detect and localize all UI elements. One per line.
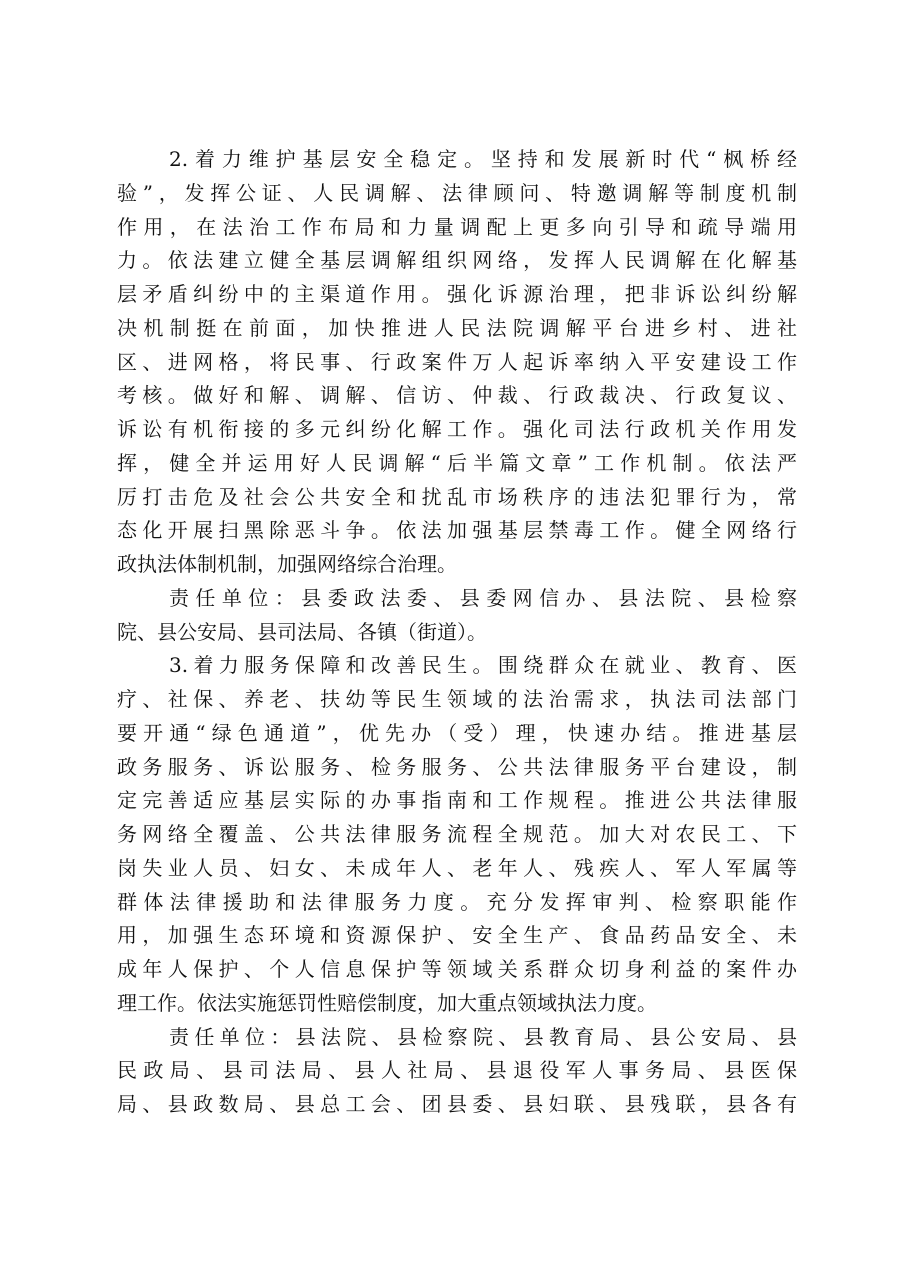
text-line: 理工作。依法实施惩罚性赔偿制度，加大重点领域执法力度。 [117,990,657,1015]
document-body [117,143,797,1122]
text-line: 局、县政数局、县总工会、团县委、县妇联、县残联，县各有 [117,1092,797,1116]
text-line: 考核。做好和解、调解、信访、仲裁、行政裁决、行政复议、 [117,383,797,408]
text-line: 责任单位：县委政法委、县委网信办、县法院、县检察 [169,585,797,610]
text-line: 决机制挺在前面，加快推进人民法院调解平台进乡村、进社 [117,315,797,340]
text-line: 3.着力服务保障和改善民生。围绕群众在就业、教育、医 [169,653,797,678]
text-line: 成年人保护、个人信息保护等领域关系群众切身利益的案件办 [117,957,797,981]
text-line: 力。依法建立健全基层调解组织网络，发挥人民调解在化解基 [117,248,797,273]
text-line: 厉打击危及社会公共安全和扰乱市场秩序的违法犯罪行为，常 [117,484,797,509]
text-line: 民政局、县司法局、县人社局、县退役军人事务局、县医保 [117,1058,797,1083]
text-line: 态化开展扫黑除恶斗争。依法加强基层禁毒工作。健全网络行 [117,518,797,543]
text-line: 群体法律援助和法律服务力度。充分发挥审判、检察职能作 [117,889,797,914]
text-line: 作用，在法治工作布局和力量调配上更多向引导和疏导端用 [117,214,797,239]
text-line: 政务服务、诉讼服务、检务服务、公共法律服务平台建设，制 [117,754,797,779]
text-line: 院、县公安局、县司法局、各镇（街道）。 [117,619,487,644]
text-line: 层矛盾纠纷中的主渠道作用。强化诉源治理，把非诉讼纠纷解 [117,282,797,306]
text-line: 责任单位：县法院、县检察院、县教育局、县公安局、县 [169,1024,797,1049]
text-line: 务网络全覆盖、公共法律服务流程全规范。加大对农民工、下 [117,822,797,846]
text-line: 定完善适应基层实际的办事指南和工作规程。推进公共法律服 [117,788,797,813]
text-line: 要开通“绿色通道”，优先办（受）理，快速办结。推进基层 [117,720,797,745]
text-line: 诉讼有机衔接的多元纠纷化解工作。强化司法行政机关作用发 [117,417,797,441]
text-line: 挥，健全并运用好人民调解“后半篇文章”工作机制。依法严 [117,450,797,475]
text-line: 用，加强生态环境和资源保护、安全生产、食品药品安全、未 [117,923,797,948]
text-line: 政执法体制机制，加强网络综合治理。 [117,552,457,576]
text-line: 2.着力维护基层安全稳定。坚持和发展新时代“枫桥经 [169,147,797,171]
text-line: 区、进网格，将民事、行政案件万人起诉率纳入平安建设工作 [117,349,797,374]
text-line: 岗失业人员、妇女、未成年人、老年人、残疾人、军人军属等 [117,855,797,880]
text-line: 疗、社保、养老、扶幼等民生领域的法治需求，执法司法部门 [117,687,797,711]
text-line: 验”，发挥公证、人民调解、法律顾问、特邀调解等制度机制 [117,180,797,205]
